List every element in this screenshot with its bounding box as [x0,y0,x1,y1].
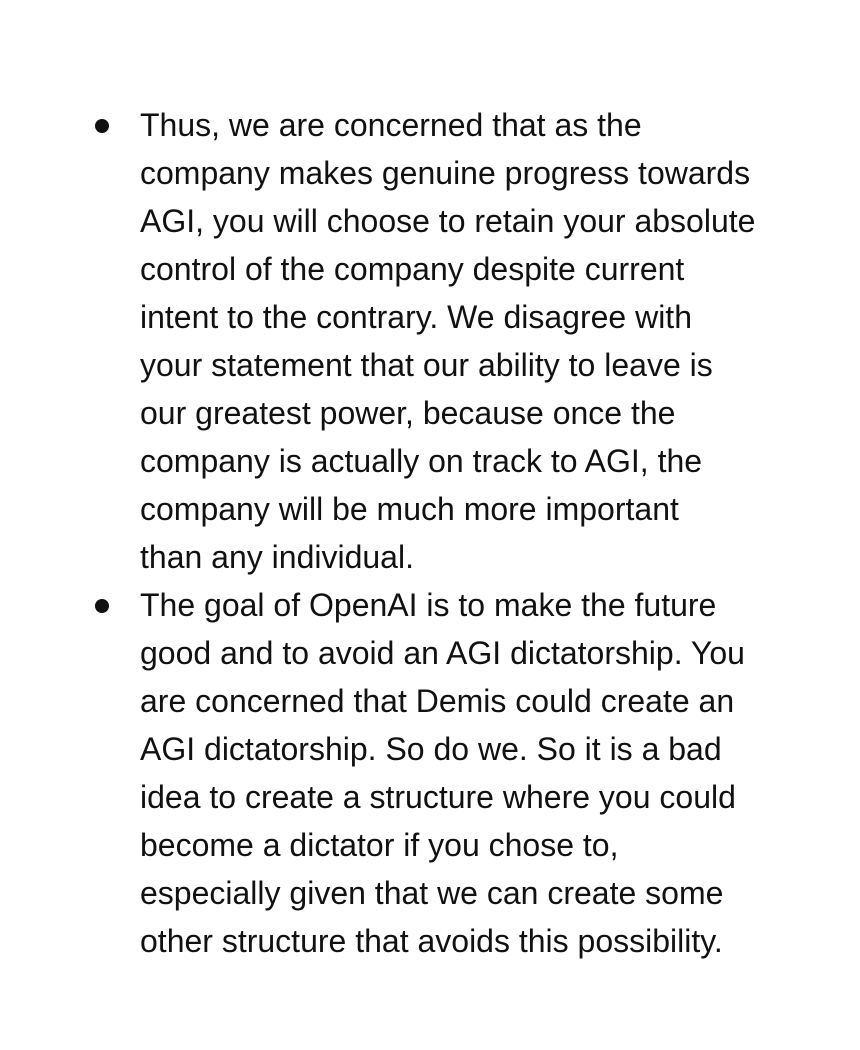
text-line: our greatest power, because once the [140,395,676,431]
list-item [140,101,840,581]
list-item [140,581,840,965]
text-line: The goal of OpenAI is to make the future [140,587,717,623]
text-line: company will be much more important [140,491,679,527]
bullet-icon [95,119,109,133]
text-line: other structure that avoids this possibility. [140,923,723,959]
text-line: your statement that our ability to leave is [140,347,713,383]
bullet-icon [95,599,109,613]
text-line: control of the company despite current [140,251,685,287]
text-line: become a dictator if you chose to, [140,827,619,863]
text-line: AGI, you will choose to retain your absolute [140,203,756,239]
text-line: especially given that we can create some [140,875,724,911]
text-line: company is actually on track to AGI, the [140,443,703,479]
text-line: good and to avoid an AGI dictatorship. You [140,635,745,671]
text-line: than any individual. [140,539,414,575]
text-line: intent to the contrary. We disagree with [140,299,692,335]
text-line: AGI dictatorship. So do we. So it is a bad [140,731,722,767]
text-line: company makes genuine progress towards [140,155,751,191]
bullet-list [140,101,840,965]
text-line: Thus, we are concerned that as the [140,107,642,143]
text-line: are concerned that Demis could create an [140,683,735,719]
text-line: idea to create a structure where you could [140,779,736,815]
